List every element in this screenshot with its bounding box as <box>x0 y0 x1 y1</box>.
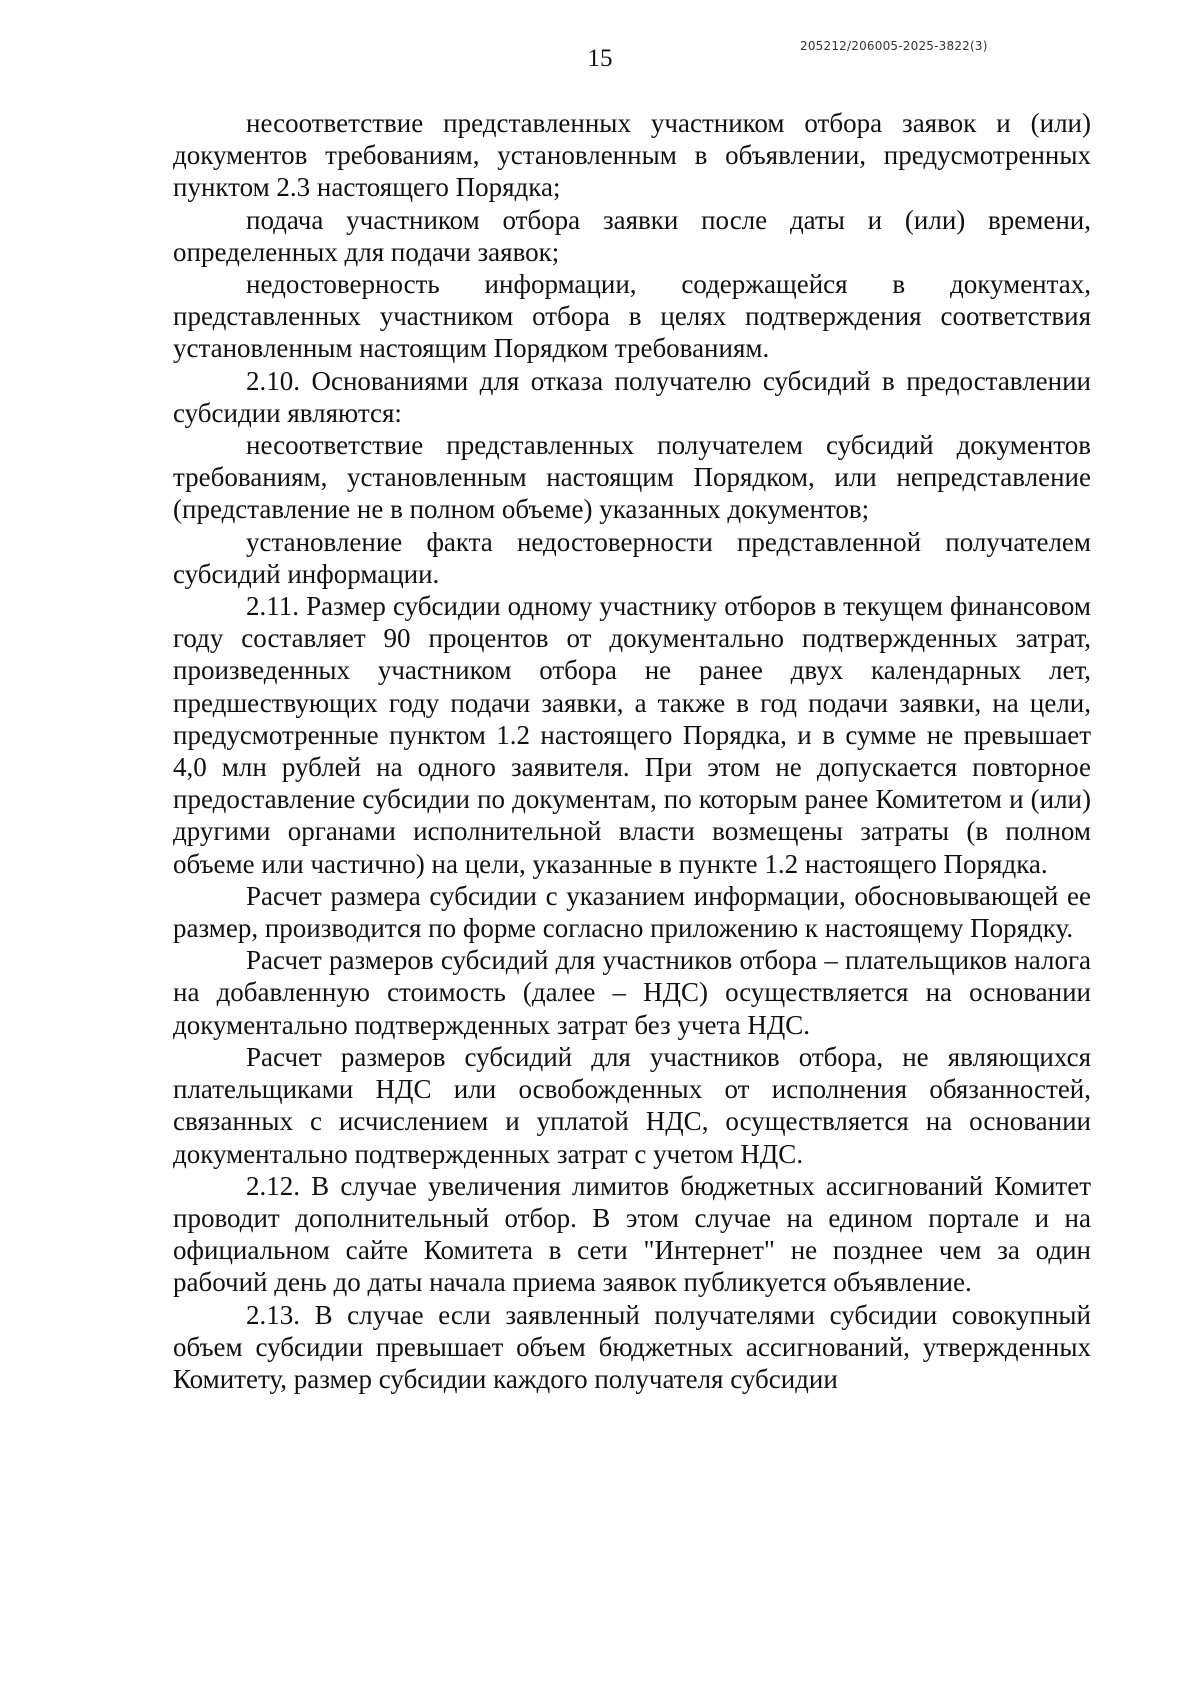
paragraph: 2.13. В случае если заявленный получателями субсидии совокупный объем субсидии превышает объем бюджетных ассигнований, утвержденных Комитету, размер субсидии каждого получателя субсидии <box>173 1299 1091 1394</box>
paragraph: 2.10. Основаниями для отказа получателю субсидий в предоставлении субсидии являются: <box>173 365 1091 428</box>
document-registration-code: 205212/206005-2025-3822(3) <box>800 39 988 53</box>
paragraph: Расчет размера субсидии с указанием информации, обосновывающей ее размер, производится по форме согласно приложению к настоящему Порядку. <box>173 880 1091 944</box>
paragraph: Расчет размеров субсидий для участников отбора – плательщиков налога на добавленную стоимость (далее – НДС) осуществляется на основании документально подтвержденных затрат без учета НДС. <box>173 945 1091 1040</box>
paragraph: 2.11. Размер субсидии одному участнику отборов в текущем финансовом году составляет 90 процентов от документально подтвержденных затрат, произведенных участником отбора не ранее двух календарных лет, предшествующих году подачи заявки, а также в год подачи заявки, на цели, предусмотренные пунктом 1.2 настоящего Порядка, и в сумме не превышает 4,0 млн рублей на одного заявителя. При этом не допускается повторное предоставление субсидии по документам, по которым ранее Комитетом и (или) другими органами исполнительной власти возмещены затраты (в полном объеме или частично) на цели, указанные в пункте 1.2 настоящего Порядка. <box>173 591 1091 879</box>
paragraph: несоответствие представленных участником отбора заявок и (или) документов требованиям, установленным в объявлении, предусмотренных пунктом 2.3 настоящего Порядка; <box>173 108 1091 203</box>
paragraph: установление факта недостоверности представленной получателем субсидий информации. <box>173 526 1091 589</box>
page-number: 15 <box>587 45 613 72</box>
document-body <box>173 107 1091 1395</box>
paragraph: Расчет размеров субсидий для участников отбора, не являющихся плательщиками НДС или освобожденных от исполнения обязанностей, связанных с исчислением и уплатой НДС, осуществляется на основании документально подтвержденных затрат с учетом НДС. <box>173 1041 1091 1169</box>
paragraph: несоответствие представленных получателем субсидий документов требованиям, установленным настоящим Порядком, или непредставление (представление не в полном объеме) указанных документов; <box>173 430 1091 525</box>
paragraph: 2.12. В случае увеличения лимитов бюджетных ассигнований Комитет проводит дополнительный отбор. В этом случае на едином портале и на официальном сайте Комитета в сети "Интернет" не позднее чем за один рабочий день до даты начала приема заявок публикуется объявление. <box>173 1170 1091 1298</box>
paragraph: недостоверность информации, содержащейся в документах, представленных участником отбора в целях подтверждения соответствия установленным настоящим Порядком требованиям. <box>173 269 1091 364</box>
paragraph: подача участником отбора заявки после даты и (или) времени, определенных для подачи заявок; <box>173 204 1091 267</box>
